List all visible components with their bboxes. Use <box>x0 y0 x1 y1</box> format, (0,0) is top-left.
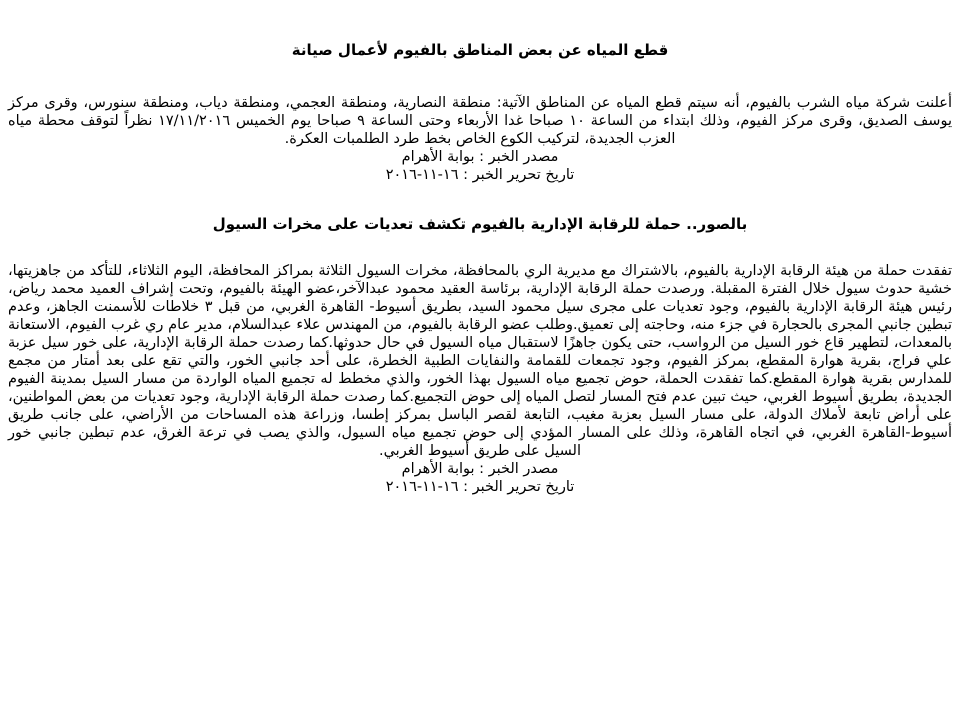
article-1-date: تاريخ تحرير الخبر : ١٦-١١-٢٠١٦ <box>385 167 575 183</box>
article-2-source: مصدر الخبر : بوابة الأهرام <box>401 461 559 477</box>
article-1-title: قطع المياه عن بعض المناطق بالفيوم لأعمال صيانة <box>291 41 669 59</box>
article-2-title: بالصور.. حملة للرقابة الإدارية بالفيوم تكشف تعديات على مخرات السيول <box>212 215 748 233</box>
article-1-body: أعلنت شركة مياه الشرب بالفيوم، أنه سيتم قطع المياه عن المناطق الآتية: منطقة النصارية، ومنطقة العجمي، ومنطقة دياب، ومنطقة سنورس، وقرى مركز يوسف الصديق، وقرى مركز الفيوم، وذلك ابتداء من الساعة ١٠ صباحا غدا الأربعاء وحتى الساعة ٩ صباحا يوم الخميس ١٧/١١/٢٠١٦ نظراً لتوقف محطة مياه العزب الجديدة، لتركيب الكوع الخاص بخط طرد الطلمبات العكرة. <box>8 95 952 147</box>
article-1-source: مصدر الخبر : بوابة الأهرام <box>401 149 559 165</box>
article-2-body: تفقدت حملة من هيئة الرقابة الإدارية بالفيوم، بالاشتراك مع مديرية الري بالمحافظة، مخرات السيول الثلاثة بمراكز المحافظة، اليوم الثلاثاء، للتأكد من جاهزيتها، خشية حدوث سيول خلال الفترة المقبلة. ورصدت حملة الرقابة الإدارية، برئاسة العقيد محمود عبدالآخر،عضو الهيئة بالفيوم، وتحت إشراف العميد محمد رياض، رئيس هيئة الرقابة الإدارية بالفيوم، وجود تعديات على مجرى سيل محمود السيد، بطريق أسيوط- القاهرة الغربي، من قبل ٣ خلاطات للأسمنت الجاهز، وعدم تبطين جانبي المجرى بالحجارة في جزء منه، وحاجته إلى تعميق.وطلب عضو الرقابة بالفيوم، من المهندس علاء عبدالسلام، مدير عام ري غرب الفيوم، الاستعانة بالمعدات، لتطهير قاع خور السيل من الرواسب، حتى يكون جاهزًا لاستقبال مياه السيول في حال حدوثها.كما رصدت حملة الرقابة الإدارية، على خور سيل عزبة علي فراج، بقرية هوارة المقطع، بمركز الفيوم، وجود تجمعات للقمامة والنفايات الطبية الخطرة، على أحد جانبي الخور، والتي تقع على بعد أمتار من مجمع للمدارس بقرية هوارة المقطع.كما تفقدت الحملة، حوض تجميع مياه السيول بهذا الخور، والذي مخطط له تجميع المياه الواردة من مسار السيل بمدينة الفيوم الجديدة، بطريق أسيوط الغربي، حيث تبين عدم فتح المسار لتصل المياه إلى حوض التجميع.كما رصدت حملة الرقابة الإدارية، وجود تعديات من بعض المواطنين، على أراض تابعة لأملاك الدولة، على مسار السيل بعزبة مغيب، التابعة لقصر الباسل بمركز إطسا، وزراعة هذه المساحات من الأراضي، على جانب طريق أسيوط-القاهرة الغربي، في اتجاه القاهرة، وذلك على المسار المؤدي إلى حوض تجميع مياه السيول، والذي يصب في ترعة الغرق، عدم تبطين جانبي خور السيل على طريق أسيوط الغربي. <box>8 263 952 459</box>
article-2-date: تاريخ تحرير الخبر : ١٦-١١-٢٠١٦ <box>385 479 575 495</box>
